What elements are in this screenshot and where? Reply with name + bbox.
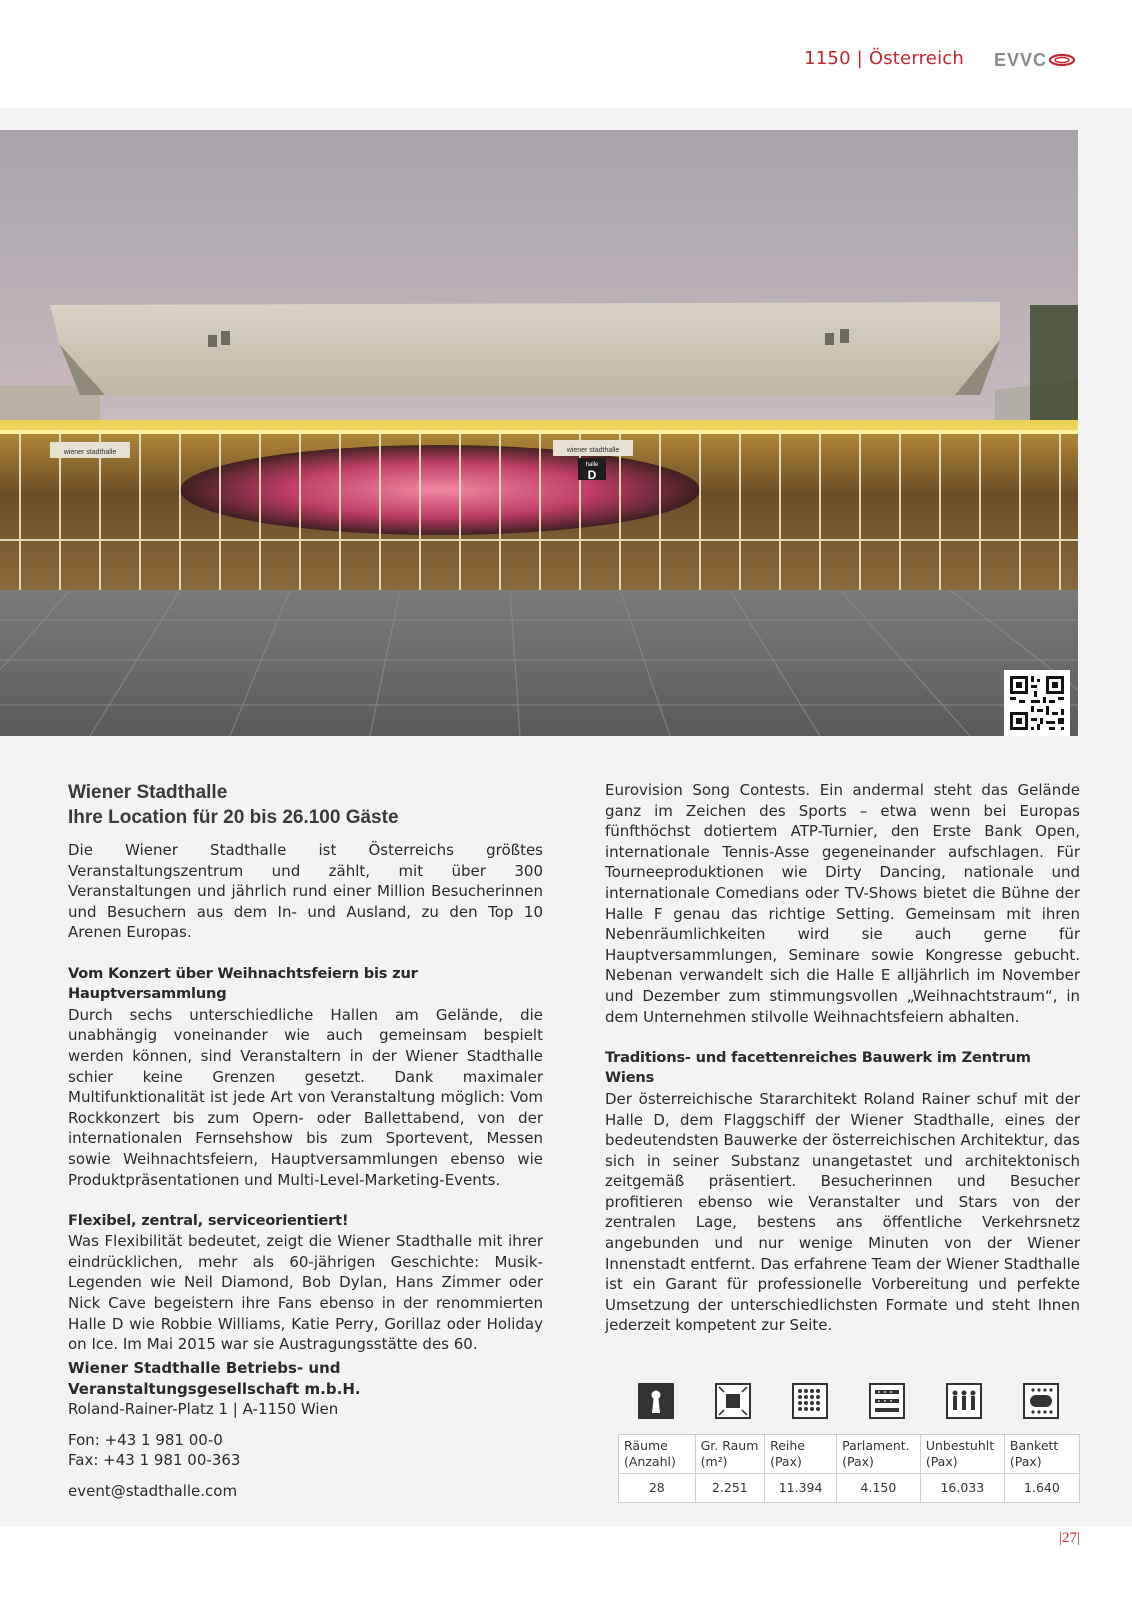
evvc-logo <box>994 50 1076 71</box>
intro-paragraph: Die Wiener Stadthalle ist Österreichs größtes Veranstaltungszentrum und zählt, mit über 300 Veranstaltungen und jährlich rund einer Million Besucherinnen und Besuchern aus dem In- und Ausland, zu den Top 10 Arenen Europas. <box>68 841 543 942</box>
halle-d-letter: D <box>587 468 597 482</box>
email-link[interactable]: event@stadthalle.com <box>68 1481 238 1500</box>
company-name-line-2: Veranstaltungsgesellschaft m.b.H. <box>68 1379 361 1398</box>
plaza-pavement <box>0 590 1078 736</box>
address: Roland-Rainer-Platz 1 | A-1150 Wien <box>68 1400 339 1419</box>
capacity-values-row <box>619 1474 1080 1503</box>
rooms-icon <box>638 1383 674 1419</box>
capacity-table <box>618 1434 1080 1503</box>
capacity-header-row <box>619 1435 1080 1474</box>
section-body-architecture: Der österreichische Stararchitekt Roland Rainer schuf mit der Halle D, dem Flaggschiff der Wiener Stadthalle, eines der bedeutendsten Bauwerke der österreichischen Architektur, das sich in seiner Substanz unangetastet und architektonisch zeitgemäß präsentiert. Besucherinnen und Besucher profitieren ebenso wie Veranstalter und Stars von der zentralen Lage, bestens ans öffentliche Verkehrsnetz angebunden und nur wenige Minuten von der Wiener Innenstadt entfernt. Das erfahrene Team der Wiener Stadthalle ist ein Garant für professionelle Vorbereitung und perfekte Umsetzung der unterschiedlichsten Formate und steht Ihnen jederzeit kompetent zur Seite. <box>605 1089 1080 1335</box>
header-location: 1150 | Österreich <box>804 48 964 69</box>
largest-room-icon <box>715 1383 751 1419</box>
value-rows: 11.394 <box>765 1474 837 1503</box>
hall-sign-left-text: wiener stadthalle <box>63 449 117 456</box>
section-heading-concert: Vom Konzert über Weihnachtsfeiern bis zur Hauptversammlung <box>68 964 418 1003</box>
capacity-icons <box>618 1383 1080 1423</box>
phone-number[interactable]: Fon: +43 1 981 00-0 <box>68 1430 223 1449</box>
section-body-flexible: Was Flexibilität bedeutet, zeigt die Wiener Stadthalle mit ihrer eindrücklichen, mehr als 60-jährigen Geschichte: Musik-Legenden wie Neil Diamond, Bob Dylan, Hans Zimmer oder Nick Cave begeistern ihre Fans ebenso in der renommierten Halle D wie Robbie Williams, Katie Perry, Gorillaz oder Holiday on Ice. Im Mai 2015 war sie Austragungsstätte des 60. <box>68 1232 543 1354</box>
section-heading-architecture: Traditions- und facettenreiches Bauwerk im Zentrum Wiens <box>605 1048 1031 1087</box>
contact-block <box>68 1358 361 1502</box>
continuation-paragraph: Eurovision Song Contests. Ein andermal steht das Gelände ganz im Zeichen des Sports – etwa wenn bei Europas fünfthöchst dotiertem ATP-Turnier, den Erste Bank Open, internationale Tennis-Asse gegeneinander aufschlagen. Für Tourneeproduktionen wie Dirty Dancing, nationale und internationale Comedians oder TV-Shows bietet die Bühne der Halle F genau das richtige Setting. Gemeinsam mit ihren Nebenräumlichkeiten wird sie auch gerne für Hauptversammlungen, Seminare sowie Kongresse gebucht. Nebenan verwandelt sich die Halle E alljährlich im November und Dezember zum stimmungsvollen „Weihnachtstraum“, in dem Unternehmen stilvolle Weihnachtsfeiern abhalten. <box>605 781 1080 1026</box>
halle-d-label: halle <box>585 462 599 468</box>
banquet-icon <box>1023 1383 1059 1419</box>
right-column <box>605 780 1080 1336</box>
parliament-seating-icon <box>869 1383 905 1419</box>
header-standing: Unbestuhlt (Pax) <box>920 1435 1004 1474</box>
logo-text: EVVC <box>993 50 1047 70</box>
value-rooms: 28 <box>619 1474 696 1503</box>
page-header <box>0 0 1132 108</box>
header-banquet: Bankett (Pax) <box>1004 1435 1079 1474</box>
logo-swoosh-icon <box>1048 52 1076 68</box>
hall-roof <box>50 302 1000 395</box>
title-line-1: Wiener Stadthalle <box>68 782 228 803</box>
value-largest-room: 2.251 <box>695 1474 764 1503</box>
page-number: |27| <box>1058 1530 1080 1546</box>
title-line-2: Ihre Location für 20 bis 26.100 Gäste <box>68 807 399 828</box>
company-name-line-1: Wiener Stadthalle Betriebs- und <box>68 1359 341 1377</box>
article-title <box>68 780 543 830</box>
standing-icon <box>946 1383 982 1419</box>
row-seating-icon <box>792 1383 828 1419</box>
header-rooms: Räume (Anzahl) <box>619 1435 696 1474</box>
left-column <box>68 780 543 1355</box>
hero-photo <box>0 130 1078 736</box>
fax-number: Fax: +43 1 981 00-363 <box>68 1451 241 1470</box>
value-banquet: 1.640 <box>1004 1474 1079 1503</box>
hall-sign-center-text: wiener stadthalle <box>566 447 620 454</box>
header-parliament: Parlament. (Pax) <box>837 1435 921 1474</box>
header-largest-room: Gr. Raum (m²) <box>695 1435 764 1474</box>
qr-code[interactable] <box>1004 670 1070 736</box>
section-body-concert: Durch sechs unterschiedliche Hallen am Gelände, die unabhängig voneinander wie auch gemeinsam bespielt werden können, sind Veranstaltern in der Wiener Stadthalle schier keine Grenzen gesetzt. Dank maximaler Multifunktionalität ist jede Art von Veranstaltung möglich: Vom Rockkonzert bis zum Opern- oder Ballettabend, von der internationalen Fernsehshow bis zum Sportevent, Messen sowie Weihnachtsfeiern, Hauptversammlungen ebenso wie Produktpräsentationen und Multi-Level-Marketing-Events. <box>68 1005 543 1189</box>
header-rows: Reihe (Pax) <box>765 1435 837 1474</box>
value-standing: 16.033 <box>920 1474 1004 1503</box>
value-parliament: 4.150 <box>837 1474 921 1503</box>
section-heading-flexible: Flexibel, zentral, serviceorientiert! <box>68 1211 349 1229</box>
